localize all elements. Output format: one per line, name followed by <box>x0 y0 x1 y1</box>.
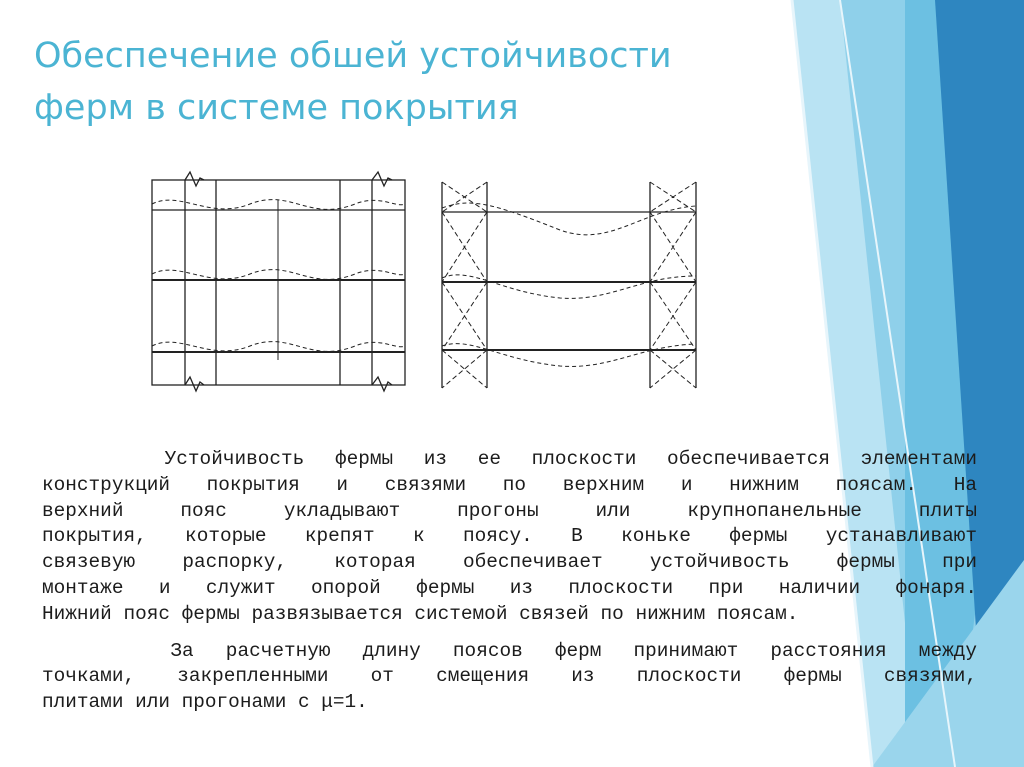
p1-line-7: Нижний пояс фермы развязывается системой связей по нижним поясам. <box>42 602 799 625</box>
right-bracing-left <box>442 182 487 388</box>
left-break-bottom-2 <box>372 377 392 391</box>
paragraph-1 <box>42 447 977 628</box>
p1-line-5: связевую распорку, которая обеспечивает устойчивость фермы при <box>42 551 977 574</box>
p2-line-3: плитами или прогонами с μ=1. <box>42 691 368 714</box>
left-break-top-2 <box>372 172 392 186</box>
right-buckle-3 <box>442 344 696 367</box>
right-bracing-right <box>650 182 696 388</box>
left-plan <box>152 172 405 391</box>
p2-line-2: точками, закрепленными от смещения из плоскости фермы связями, <box>42 665 977 688</box>
right-plan <box>442 182 696 388</box>
slide-title <box>34 30 794 134</box>
left-break-top <box>185 172 204 186</box>
p1-line-4: покрытия, которые крепят к поясу. В коньке фермы устанавливают <box>42 525 977 548</box>
p1-line-1: Устойчивость фермы из ее плоскости обеспечивается элементами <box>42 448 977 470</box>
title-line-1: Обеспечение обшей устойчивости <box>34 36 672 76</box>
p2-line-1: За расчетную длину поясов ферм принимают расстояния между <box>42 639 977 662</box>
right-buckle-2 <box>442 275 696 299</box>
p1-line-3: верхний пояс укладывают прогоны или крупнопанельные плиты <box>42 499 977 522</box>
p1-line-2: конструкций покрытия и связями по верхним и нижним поясам. На <box>42 473 977 496</box>
body-text <box>42 447 977 716</box>
paragraph-2 <box>42 639 977 716</box>
p1-line-6: монтаже и служит опорой фермы из плоскости при наличии фонаря. <box>42 576 977 599</box>
right-buckle-1 <box>442 203 696 235</box>
title-line-2: ферм в системе покрытия <box>34 88 519 128</box>
left-break-bottom <box>185 377 204 391</box>
truss-bracing-diagram <box>140 160 710 400</box>
